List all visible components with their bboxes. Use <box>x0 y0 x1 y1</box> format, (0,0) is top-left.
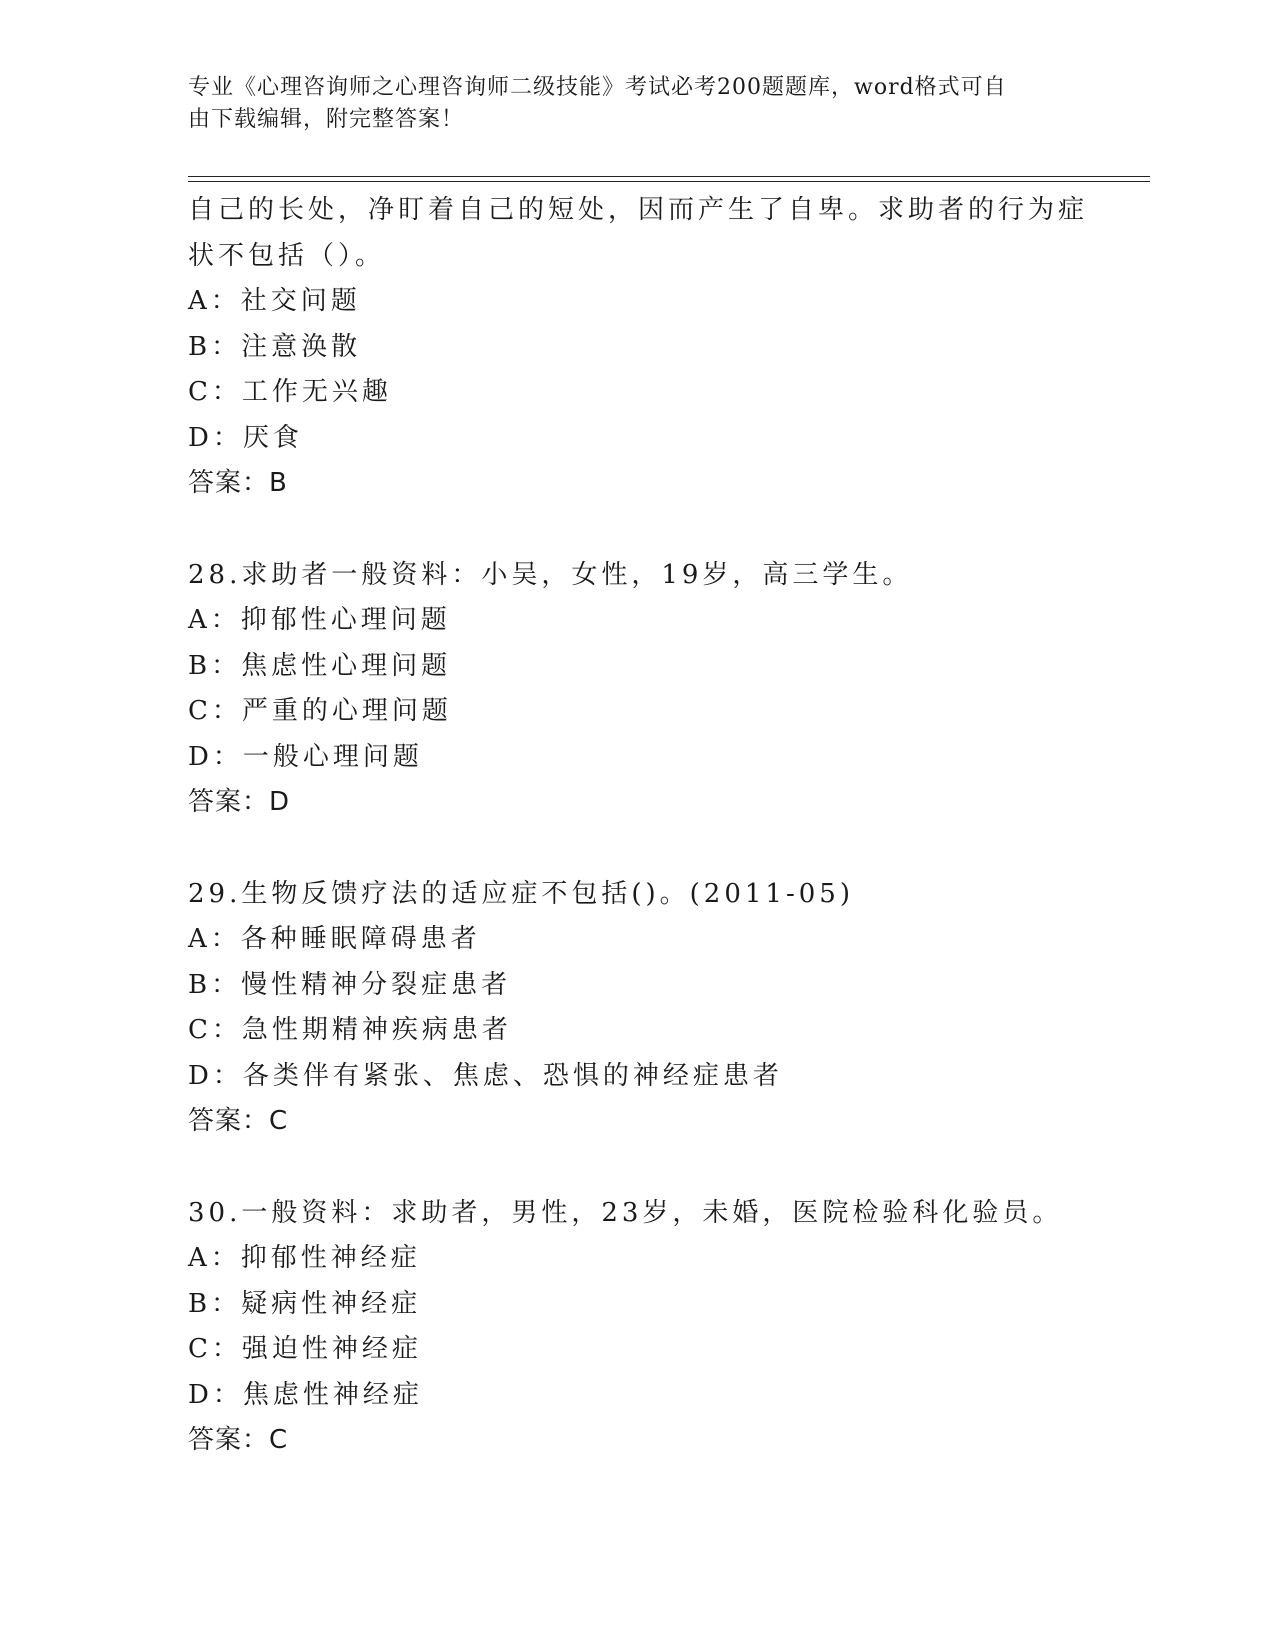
answer-line: 答案：B <box>188 468 288 498</box>
question-text: 30.一般资料：求助者，男性，23岁，未婚，医院检验科化验员。 <box>188 1197 1063 1228</box>
option-c: C：急性期精神疾病患者 <box>188 1015 512 1045</box>
option-c: C：强迫性神经症 <box>188 1334 422 1364</box>
question-27-continued <box>188 188 1088 507</box>
question-29 <box>188 872 1088 1145</box>
answer-line: 答案：C <box>188 1106 289 1136</box>
document-header <box>188 72 1068 136</box>
question-text: 29.生物反馈疗法的适应症不包括()。(2011-05) <box>188 878 854 909</box>
option-a: A：抑郁性神经症 <box>188 1243 421 1273</box>
option-b: B：疑病性神经症 <box>188 1288 422 1319</box>
option-a: A：社交问题 <box>188 286 361 316</box>
option-c: C：工作无兴趣 <box>188 377 392 407</box>
header-divider-top <box>188 176 1150 177</box>
option-d: D：焦虑性神经症 <box>188 1379 423 1410</box>
question-text-line: 自己的长处，净盯着自己的短处，因而产生了自卑。求助者的行为症 <box>188 195 1089 225</box>
option-a: A：各种睡眠障碍患者 <box>188 924 481 954</box>
question-30 <box>188 1191 1088 1464</box>
option-b: B：慢性精神分裂症患者 <box>188 969 512 1000</box>
question-list <box>188 188 1088 1464</box>
option-d: D：一般心理问题 <box>188 741 423 772</box>
answer-line: 答案：C <box>188 1425 289 1455</box>
option-c: C：严重的心理问题 <box>188 696 452 726</box>
header-divider-bottom <box>188 181 1150 182</box>
option-b: B：注意涣散 <box>188 331 362 362</box>
header-line-1: 专业《心理咨询师之心理咨询师二级技能》考试必考200题题库，word格式可自 <box>188 75 1007 100</box>
option-b: B：焦虑性心理问题 <box>188 650 452 681</box>
question-28 <box>188 553 1088 826</box>
option-d: D：厌食 <box>188 422 303 453</box>
question-text-line: 状不包括（）。 <box>188 240 386 271</box>
header-line-2: 由下载编辑，附完整答案！ <box>188 107 465 132</box>
question-text: 28.求助者一般资料：小吴，女性，19岁，高三学生。 <box>188 559 913 590</box>
option-a: A：抑郁性心理问题 <box>188 605 451 635</box>
option-d: D：各类伴有紧张、焦虑、恐惧的神经症患者 <box>188 1060 783 1091</box>
answer-line: 答案：D <box>188 787 291 817</box>
